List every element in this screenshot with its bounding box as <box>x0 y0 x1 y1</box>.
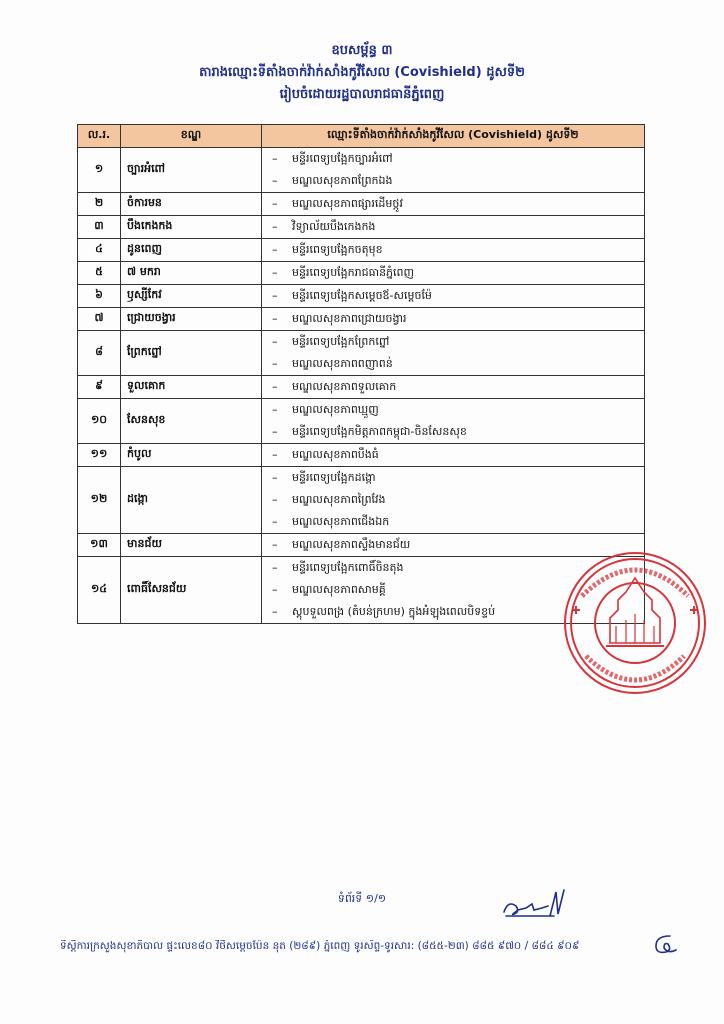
dash-mark: – <box>272 266 278 279</box>
site-name: ស្តុបទួលពង្រ (តំបន់ក្រហម) ក្នុងអំឡុងពេលបិទខ្ទប់ <box>292 605 496 618</box>
table-title: តារាងឈ្មោះទីតាំងចាក់វ៉ាក់សាំងកូវីសែល (Covishield) ដូសទី២ <box>199 65 525 80</box>
footer-address: ទីស្តីការក្រសួងសុខាភិបាល ផ្ទះលេខ៨០ វិថីសម្តេចប៉ែន នុត (២៨៩) ភ្នំពេញ ទូរស័ព្ទ-ទូរសារ: (៨៥៥-២៣) ៨៨៥ ៩៧០ / ៨៨៤ ៩០៩ <box>60 940 580 952</box>
dash-mark: – <box>272 583 278 596</box>
row-number: ១២ <box>78 467 121 534</box>
table-row <box>78 239 645 262</box>
page-number: ទំព័រទី ១/១ <box>337 892 387 905</box>
khan-name: ៧ មករា <box>121 262 262 285</box>
row-number: ៧ <box>78 308 121 331</box>
site-name: មណ្ឌលសុខភាពសាមគ្គី <box>292 583 386 596</box>
site-name: មណ្ឌលសុខភាពព្រែកឯង <box>292 174 393 187</box>
site-item <box>272 331 638 353</box>
khan-name: មានជ័យ <box>121 534 262 557</box>
site-item <box>272 262 638 284</box>
dash-mark: – <box>272 448 278 461</box>
row-number: ១១ <box>78 444 121 467</box>
khan-name: ព្រែកព្នៅ <box>121 331 262 376</box>
site-name: វិទ្យាល័យបឹងកេងកង <box>292 220 376 233</box>
site-name: មន្ទីរពេទ្យបង្អែកមិត្តភាពកម្ពុជា-ចិនសែនសុខ <box>292 425 467 438</box>
site-name: មន្ទីរពេទ្យបង្អែកសម្តេចឪ-សម្តេចម៉ែ <box>292 289 432 302</box>
dash-mark: – <box>272 335 278 348</box>
site-list <box>262 399 645 444</box>
row-number: ១ <box>78 148 121 193</box>
table-row <box>78 331 645 376</box>
site-list <box>262 193 645 216</box>
row-number: ១៣ <box>78 534 121 557</box>
dash-mark: – <box>272 471 278 484</box>
site-list <box>262 467 645 534</box>
table-row <box>78 285 645 308</box>
site-list <box>262 285 645 308</box>
site-name: មណ្ឌលសុខភាពឃ្មួញ <box>292 403 379 416</box>
site-list <box>262 216 645 239</box>
site-name: មន្ទីរពេទ្យបង្អែកព្រែកព្នៅ <box>292 335 390 348</box>
initials-mark <box>650 930 680 958</box>
site-list <box>262 376 645 399</box>
site-name: មណ្ឌលសុខភាពបឹងធំ <box>292 448 379 461</box>
prepared-by: រៀបចំដោយរដ្ឋបាលរាជធានីភ្នំពេញ <box>279 87 445 102</box>
site-name: មន្ទីរពេទ្យបង្អែកចតុមុខ <box>292 243 383 256</box>
dash-mark: – <box>272 380 278 393</box>
row-number: ៤ <box>78 239 121 262</box>
row-number: ១៤ <box>78 557 121 624</box>
khan-name: ទួលគោក <box>121 376 262 399</box>
row-number: ៩ <box>78 376 121 399</box>
table-row <box>78 148 645 193</box>
site-item <box>272 489 638 511</box>
site-item <box>272 193 638 215</box>
site-item <box>272 216 638 238</box>
site-list <box>262 444 645 467</box>
khan-name: សែនសុខ <box>121 399 262 444</box>
site-name: មណ្ឌលសុខភាពទួលគោក <box>292 380 397 393</box>
khan-name: បឹងកេងកង <box>121 216 262 239</box>
header-sites: ឈ្មោះទីតាំងចាក់វ៉ាក់សាំងកូវីសែល (Covishield) ដូសទី២ <box>262 125 645 148</box>
dash-mark: – <box>272 515 278 528</box>
site-name: មន្ទីរពេទ្យបង្អែករាជធានីភ្នំពេញ <box>292 266 414 279</box>
khan-name: ដូនពេញ <box>121 239 262 262</box>
site-name: មណ្ឌលសុខភាពស្ទឹងមានជ័យ <box>292 538 411 551</box>
dash-mark: – <box>272 174 278 187</box>
khan-name: កំបូល <box>121 444 262 467</box>
document-header <box>0 40 724 106</box>
table-header-row <box>78 125 645 148</box>
dash-mark: – <box>272 403 278 416</box>
site-name: មណ្ឌលសុខភាពពញាពន់ <box>292 357 393 370</box>
site-name: មណ្ឌលសុខភាពជើងឯក <box>292 515 390 528</box>
row-number: ៥ <box>78 262 121 285</box>
dash-mark: – <box>272 605 278 618</box>
signature-mark <box>498 886 578 922</box>
header-no: ល.រ. <box>78 125 121 148</box>
dash-mark: – <box>272 152 278 165</box>
header-khan: ខណ្ឌ <box>121 125 262 148</box>
site-name: មណ្ឌលសុខភាពជ្រោយចង្វារ <box>292 312 407 325</box>
dash-mark: – <box>272 197 278 210</box>
site-item <box>272 467 638 489</box>
khan-name: ជ្រោយចង្វារ <box>121 308 262 331</box>
table-row <box>78 262 645 285</box>
table-row <box>78 216 645 239</box>
site-name: មណ្ឌលសុខភាពព្រៃវែង <box>292 493 386 506</box>
row-number: ៣ <box>78 216 121 239</box>
table-row <box>78 444 645 467</box>
site-item <box>272 353 638 375</box>
dash-mark: – <box>272 357 278 370</box>
site-name: មន្ទីរពេទ្យបង្អែកច្បារអំពៅ <box>292 152 393 165</box>
dash-mark: – <box>272 493 278 506</box>
site-item <box>272 148 638 170</box>
site-item <box>272 399 638 421</box>
table-row <box>78 308 645 331</box>
site-list <box>262 331 645 376</box>
khan-name: ដង្កោ <box>121 467 262 534</box>
site-name: មន្ទីរពេទ្យបង្អែកពោធិ៍ចិនតុង <box>292 561 404 574</box>
row-number: ៦ <box>78 285 121 308</box>
site-item <box>272 421 638 443</box>
official-seal <box>560 548 710 698</box>
dash-mark: – <box>272 425 278 438</box>
khan-name: ចំការមន <box>121 193 262 216</box>
site-item <box>272 239 638 261</box>
table-row <box>78 399 645 444</box>
row-number: ៨ <box>78 331 121 376</box>
site-list <box>262 308 645 331</box>
site-item <box>272 170 638 192</box>
dash-mark: – <box>272 561 278 574</box>
row-number: ១០ <box>78 399 121 444</box>
site-name: មណ្ឌលសុខភាពផ្សារដើមថ្កូវ <box>292 197 403 210</box>
table-row <box>78 193 645 216</box>
site-name: មន្ទីរពេទ្យបង្អែកដង្កោ <box>292 471 376 484</box>
annex-title: ឧបសម្ព័ន្ធ ៣ <box>331 43 393 58</box>
row-number: ២ <box>78 193 121 216</box>
site-list <box>262 262 645 285</box>
site-item <box>272 444 638 466</box>
table-row <box>78 376 645 399</box>
site-item <box>272 376 638 398</box>
dash-mark: – <box>272 243 278 256</box>
site-list <box>262 148 645 193</box>
site-item <box>272 308 638 330</box>
dash-mark: – <box>272 220 278 233</box>
table-row <box>78 467 645 534</box>
dash-mark: – <box>272 289 278 302</box>
khan-name: ច្បារអំពៅ <box>121 148 262 193</box>
site-item <box>272 511 638 533</box>
site-item <box>272 285 638 307</box>
khan-name: ពោធិ៍សែនជ័យ <box>121 557 262 624</box>
khan-name: ឫស្សីកែវ <box>121 285 262 308</box>
dash-mark: – <box>272 538 278 551</box>
site-list <box>262 239 645 262</box>
dash-mark: – <box>272 312 278 325</box>
